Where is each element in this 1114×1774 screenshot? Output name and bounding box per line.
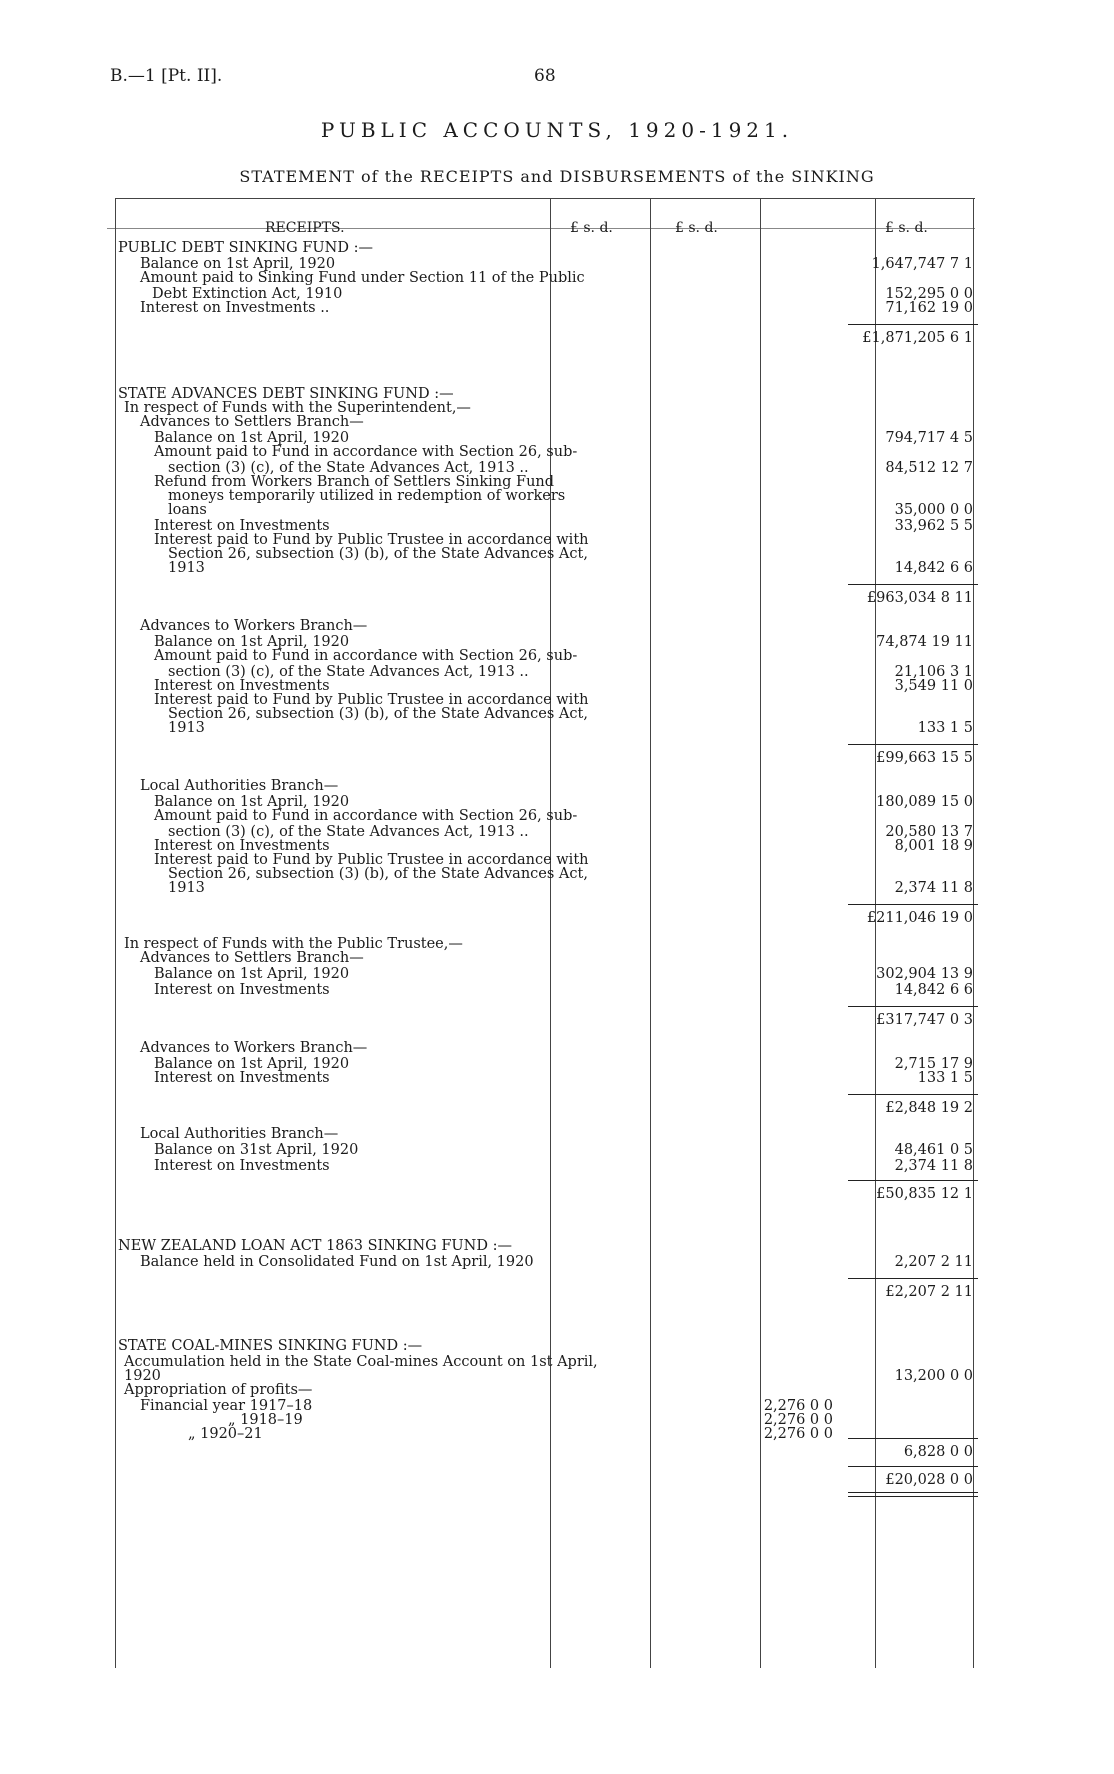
row-label: Amount paid to Fund in accordance with Section 26, sub- — [154, 648, 578, 664]
row-label: „ 1920–21 — [188, 1426, 263, 1442]
table-row — [118, 880, 978, 896]
subtotal-amount: £50,835 12 1 — [876, 1186, 973, 1202]
row-amount: 2,276 0 0 — [763, 1398, 833, 1414]
row-amount: 13,200 0 0 — [894, 1368, 973, 1384]
row-label: Balance on 31st April, 1920 — [154, 1142, 359, 1158]
amount-column-header: £ s. d. — [675, 220, 718, 236]
row-label: Refund from Workers Branch of Settlers Sinking Fund — [154, 474, 555, 490]
table-row — [118, 618, 978, 634]
row-amount: 21,106 3 1 — [894, 664, 973, 680]
table-row — [118, 240, 978, 256]
row-label: moneys temporarily utilized in redemption of workers — [168, 488, 566, 504]
total-rule — [848, 1278, 978, 1279]
table-row — [118, 1142, 978, 1158]
row-label: PUBLIC DEBT SINKING FUND :— — [118, 240, 373, 256]
row-amount: 794,717 4 5 — [885, 430, 973, 446]
row-label: Financial year 1917–18 — [140, 1398, 313, 1414]
table-row — [118, 270, 978, 286]
row-label: Appropriation of profits— — [124, 1382, 313, 1398]
row-label: Advances to Settlers Branch— — [140, 950, 364, 966]
table-row — [118, 1382, 978, 1398]
row-label: STATE ADVANCES DEBT SINKING FUND :— — [118, 386, 454, 402]
row-amount: 2,374 11 8 — [894, 880, 973, 896]
row-label: Interest paid to Fund by Public Trustee in accordance with — [154, 852, 589, 868]
table-row — [118, 560, 978, 576]
row-label: STATE COAL-MINES SINKING FUND :— — [118, 1338, 423, 1354]
subtotal-amount: £20,028 0 0 — [885, 1472, 973, 1488]
row-label: Amount paid to Sinking Fund under Section 11 of the Public — [140, 270, 585, 286]
table-row — [118, 1070, 978, 1086]
row-amount: 302,904 13 9 — [876, 966, 973, 982]
table-row — [118, 414, 978, 430]
row-label: Interest paid to Fund by Public Trustee in accordance with — [154, 532, 589, 548]
row-amount: 2,715 17 9 — [894, 1056, 973, 1072]
total-rule — [848, 1466, 978, 1467]
row-label: Balance on 1st April, 1920 — [140, 256, 336, 272]
table-row — [118, 1426, 978, 1442]
row-amount: 8,001 18 9 — [894, 838, 973, 854]
table-row — [118, 444, 978, 460]
row-amount: 14,842 6 6 — [894, 982, 973, 998]
row-amount: 2,207 2 11 — [894, 1254, 973, 1270]
row-label: Section 26, subsection (3) (b), of the State Advances Act, — [168, 866, 588, 882]
page-title: PUBLIC ACCOUNTS, 1920-1921. — [320, 118, 794, 142]
row-label: In respect of Funds with the Public Trustee,— — [124, 936, 463, 952]
row-amount: 152,295 0 0 — [885, 286, 973, 302]
row-label: Local Authorities Branch— — [140, 1126, 339, 1142]
row-amount: 14,842 6 6 — [894, 560, 973, 576]
table-row — [118, 648, 978, 664]
row-label: Balance on 1st April, 1920 — [154, 634, 350, 650]
table-row — [118, 950, 978, 966]
row-amount: 33,962 5 5 — [894, 518, 973, 534]
row-label: Interest on Investments — [154, 678, 330, 694]
row-label: Interest on Investments — [154, 838, 330, 854]
row-amount: 3,549 11 0 — [894, 678, 973, 694]
total-rule — [848, 584, 978, 585]
subtotal-amount: £211,046 19 0 — [866, 910, 973, 926]
row-amount: 133 1 5 — [917, 720, 973, 736]
row-label: Debt Extinction Act, 1910 — [152, 286, 343, 302]
row-label: In respect of Funds with the Superintendent,— — [124, 400, 471, 416]
table-row — [118, 1126, 978, 1142]
row-amount: 133 1 5 — [917, 1070, 973, 1086]
table-row — [118, 502, 978, 518]
row-amount: 2,374 11 8 — [894, 1158, 973, 1174]
row-label: Interest on Investments — [154, 518, 330, 534]
table-row — [118, 300, 978, 316]
subtotal-amount: 6,828 0 0 — [903, 1444, 973, 1460]
table-row — [118, 720, 978, 736]
table-row — [118, 778, 978, 794]
row-label: section (3) (c), of the State Advances Act, 1913 .. — [168, 824, 529, 840]
row-label: loans — [168, 502, 207, 518]
row-amount: 74,874 19 11 — [876, 634, 973, 650]
row-label: Interest on Investments — [154, 1158, 330, 1174]
row-amount: 20,580 13 7 — [885, 824, 973, 840]
row-label: Local Authorities Branch— — [140, 778, 339, 794]
amount-column-header: £ s. d. — [570, 220, 613, 236]
table-row — [118, 1338, 978, 1354]
row-amount: 48,461 0 5 — [894, 1142, 973, 1158]
total-rule — [848, 1006, 978, 1007]
total-rule — [848, 1438, 978, 1439]
row-amount: 180,089 15 0 — [876, 794, 973, 810]
row-label: Balance held in Consolidated Fund on 1st April, 1920 — [140, 1254, 534, 1270]
row-amount: 2,276 0 0 — [763, 1426, 833, 1442]
subtotal-amount: £2,207 2 11 — [885, 1284, 973, 1300]
row-label: Accumulation held in the State Coal-mines Account on 1st April, — [124, 1354, 598, 1370]
row-label: 1920 — [124, 1368, 161, 1384]
row-label: „ 1918–19 — [228, 1412, 303, 1428]
total-rule — [848, 324, 978, 325]
row-label: Advances to Workers Branch— — [140, 618, 368, 634]
row-label: 1913 — [168, 880, 205, 896]
total-rule — [848, 1094, 978, 1095]
table-row — [118, 808, 978, 824]
subtotal-amount: £99,663 15 5 — [876, 750, 973, 766]
row-amount: 1,647,747 7 1 — [871, 256, 973, 272]
table-row — [118, 966, 978, 982]
document-reference: B.—1 [Pt. II]. — [110, 66, 223, 86]
page-number: 68 — [534, 66, 556, 86]
row-amount: 84,512 12 7 — [885, 460, 973, 476]
row-label: Interest on Investments .. — [140, 300, 330, 316]
double-rule — [848, 1492, 978, 1493]
header-rule — [107, 228, 975, 229]
row-label: 1913 — [168, 720, 205, 736]
table-top-rule — [115, 198, 975, 199]
row-label: Interest on Investments — [154, 1070, 330, 1086]
table-row — [118, 1238, 978, 1254]
table-row — [118, 982, 978, 998]
row-label: Balance on 1st April, 1920 — [154, 966, 350, 982]
table-row — [118, 1158, 978, 1174]
amount-column-header: £ s. d. — [885, 220, 928, 236]
receipts-column-header: RECEIPTS. — [265, 220, 345, 236]
total-rule — [848, 744, 978, 745]
row-label: Balance on 1st April, 1920 — [154, 794, 350, 810]
row-label: Advances to Settlers Branch— — [140, 414, 364, 430]
row-label: Balance on 1st April, 1920 — [154, 430, 350, 446]
row-amount: 35,000 0 0 — [894, 502, 973, 518]
subtotal-amount: £1,871,205 6 1 — [862, 330, 973, 346]
total-rule — [848, 1180, 978, 1181]
subtotal-amount: £2,848 19 2 — [885, 1100, 973, 1116]
row-label: Interest paid to Fund by Public Trustee in accordance with — [154, 692, 589, 708]
row-label: Section 26, subsection (3) (b), of the State Advances Act, — [168, 706, 588, 722]
row-label: Amount paid to Fund in accordance with Section 26, sub- — [154, 808, 578, 824]
row-label: section (3) (c), of the State Advances Act, 1913 .. — [168, 460, 529, 476]
row-amount: 71,162 19 0 — [885, 300, 973, 316]
row-label: Interest on Investments — [154, 982, 330, 998]
row-label: Balance on 1st April, 1920 — [154, 1056, 350, 1072]
total-rule — [848, 904, 978, 905]
statement-subtitle: STATEMENT of the RECEIPTS and DISBURSEMENTS of the SINKING — [239, 167, 875, 186]
row-label: Amount paid to Fund in accordance with Section 26, sub- — [154, 444, 578, 460]
subtotal-amount: £317,747 0 3 — [876, 1012, 973, 1028]
row-label: 1913 — [168, 560, 205, 576]
double-rule — [848, 1496, 978, 1497]
subtotal-amount: £963,034 8 11 — [866, 590, 973, 606]
col-rule — [115, 198, 116, 1668]
row-label: section (3) (c), of the State Advances Act, 1913 .. — [168, 664, 529, 680]
row-label: Advances to Workers Branch— — [140, 1040, 368, 1056]
row-amount: 2,276 0 0 — [763, 1412, 833, 1428]
table-row — [118, 1040, 978, 1056]
row-label: NEW ZEALAND LOAN ACT 1863 SINKING FUND :— — [118, 1238, 512, 1254]
row-label: Section 26, subsection (3) (b), of the State Advances Act, — [168, 546, 588, 562]
table-row — [118, 1254, 978, 1270]
